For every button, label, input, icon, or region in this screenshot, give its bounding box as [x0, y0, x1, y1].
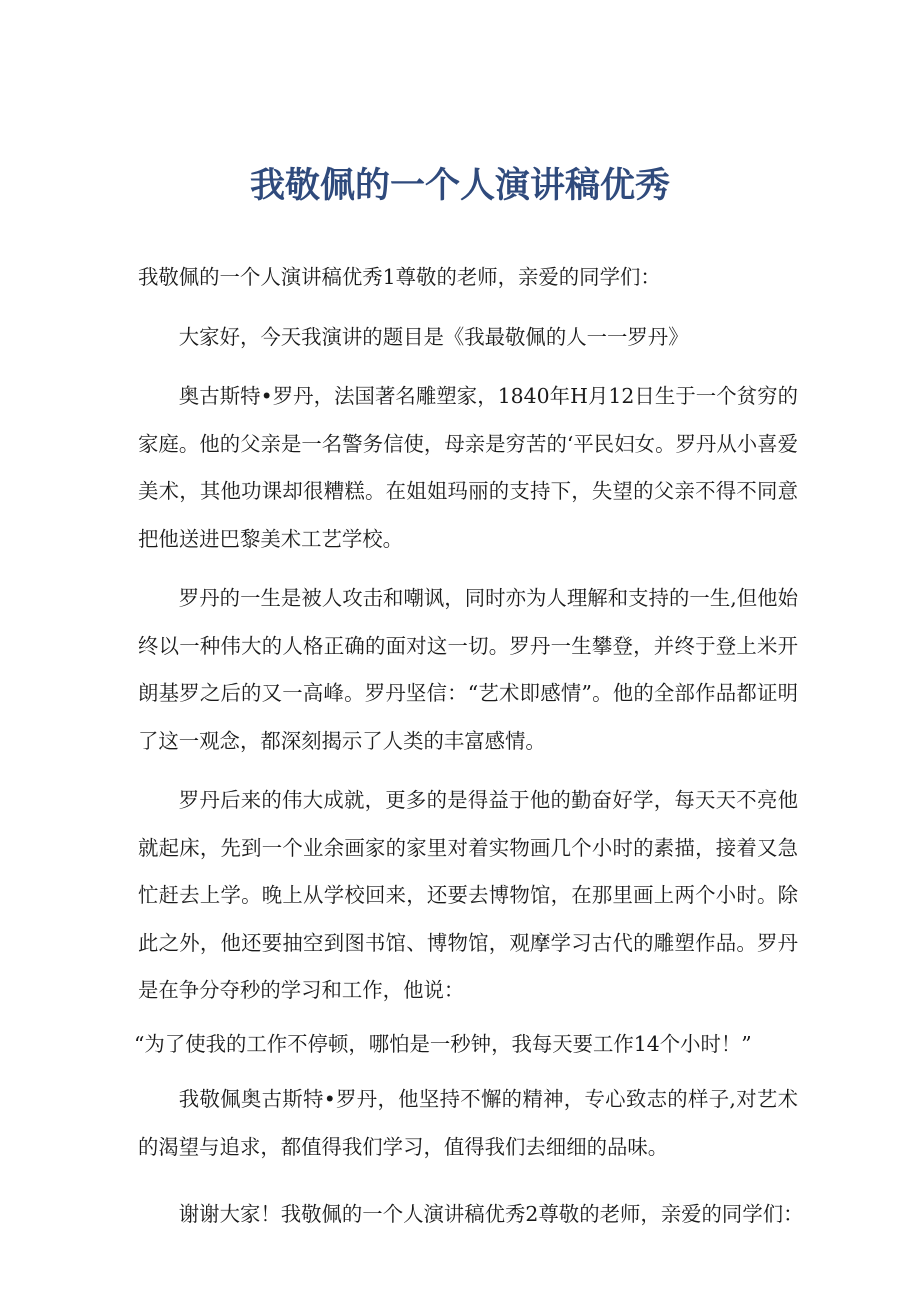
paragraph-rodin-background: 奥古斯特•罗丹，法国著名雕塑家，1840年H月12日生于一个贫穷的家庭。他的父亲是一名警务信使，母亲是穷苦的‘平民妇女。罗丹从小喜爱美术，其他功课却很糟糕。在姐姐玛丽的支持下，失望的父亲不得不同意把他送进巴黎美术工艺学校。: [138, 384, 798, 551]
document-body: [134, 254, 804, 1251]
document-title: 我敬佩的一个人演讲稿优秀: [249, 166, 670, 206]
paragraph-rodin-life: 罗丹的一生是被人攻击和嘲讽，同时亦为人理解和支持的一生,但他始终以一种伟大的人格正确的面对这一切。罗丹一生攀登，并终于登上米开朗基罗之后的又一高峰。罗丹坚信：“艺术即感情”。他的全部作品都证明了这一观念，都深刻揭示了人类的丰富感情。: [138, 586, 798, 753]
paragraph-admiration: 我敬佩奥古斯特•罗丹，他坚持不懈的精神，专心致志的样子,对艺术的渴望与追求，都值得我们学习，值得我们去细细的品味。: [138, 1087, 798, 1159]
paragraph-closing: 谢谢大家！我敬佩的一个人演讲稿优秀2尊敬的老师，亲爱的同学们：: [178, 1202, 804, 1226]
paragraph-opening: 我敬佩的一个人演讲稿优秀1尊敬的老师，亲爱的同学们：: [138, 265, 661, 289]
paragraph-speech-topic: 大家好，今天我演讲的题目是《我最敬佩的人一一罗丹》: [178, 324, 689, 349]
paragraph-rodin-diligence: 罗丹后来的伟大成就，更多的是得益于他的勤奋好学，每天天不亮他就起床，先到一个业余画家的家里对着实物画几个小时的素描，接着又急忙赶去上学。晚上从学校回来，还要去博物馆，在那里画上两个小时。除此之外，他还要抽空到图书馆、博物馆，观摩学习古代的雕塑作品。罗丹是在争分夺秒的学习和工作，他说：: [138, 788, 798, 1002]
paragraph-rodin-quote: “为了使我的工作不停顿，哪怕是一秒钟，我每天要工作14个小时！”: [134, 1031, 752, 1056]
